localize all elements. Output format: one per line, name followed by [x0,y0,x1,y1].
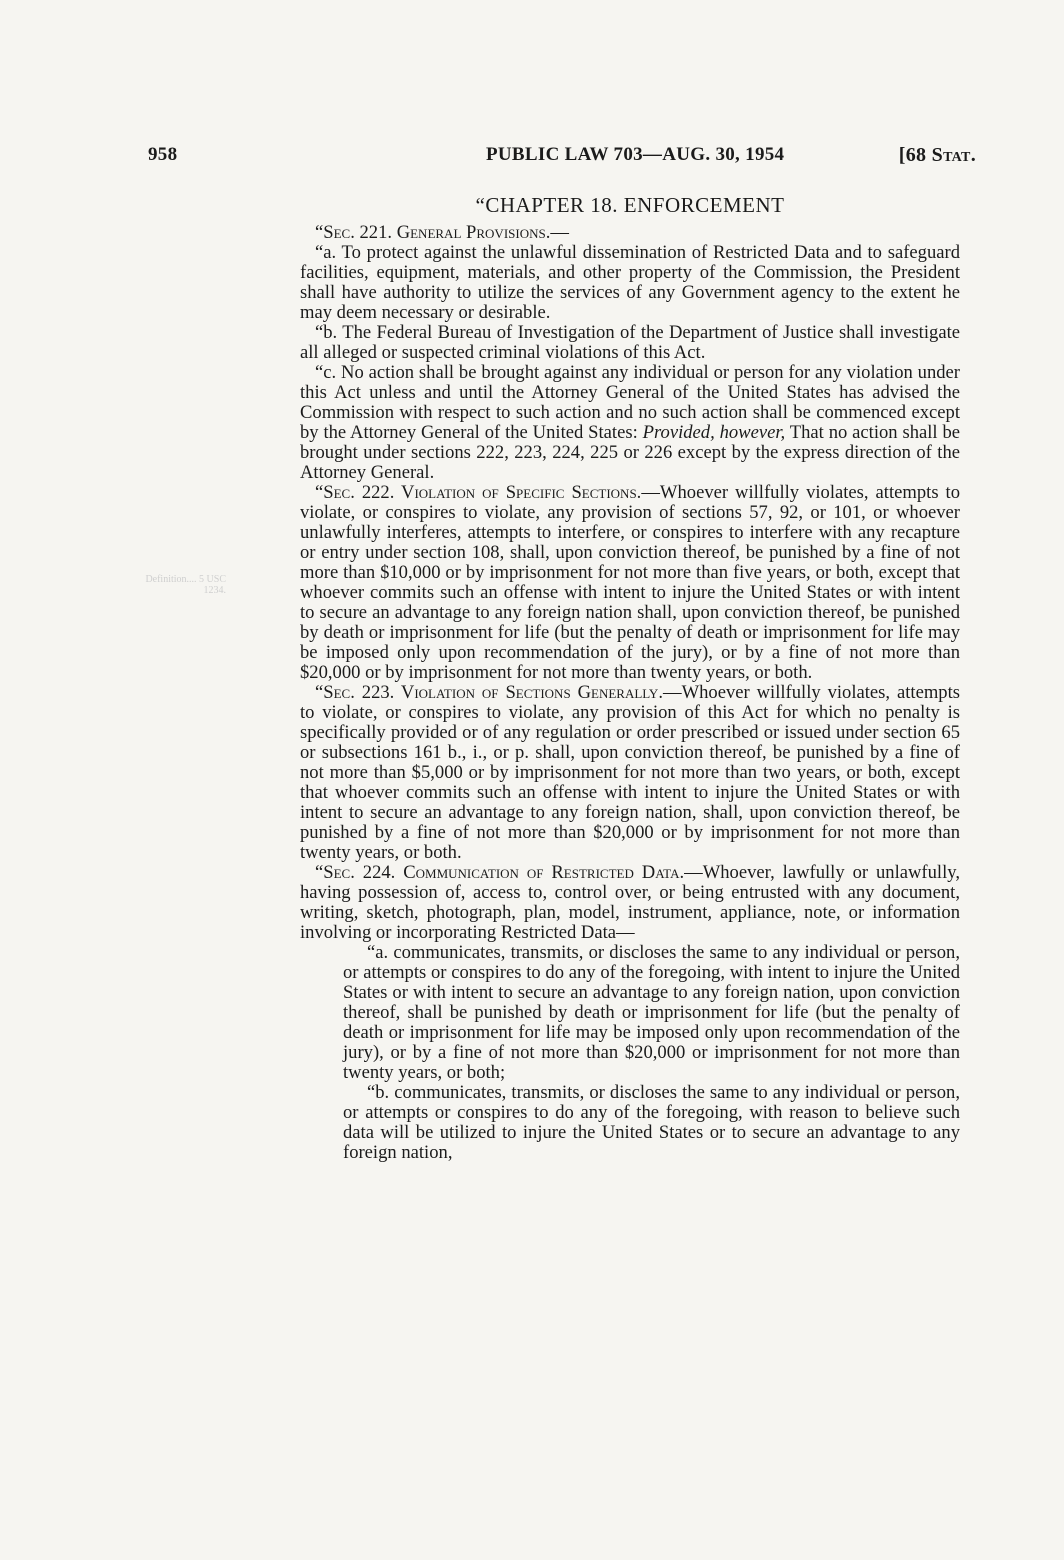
paragraph-text: Whoever willfully violates, attempts to violate, or conspires to violate, any provision of this Act for which no penalty is specifically provided or of any regulation or order prescribed or issued under section 65 or subsections 161 b., i., or p. shall, upon conviction thereof, be punished by a fine of not more than $5,000 or by imprisonment for not more than two years, or both, except that whoever commits such an offense with intent to injure the United States or with intent to secure an advantage to any foreign nation, shall, upon conviction thereof, be punished by a fine of not more than $20,000 or by imprisonment for not more than twenty years, or both. [300,682,960,863]
proviso-italic: Provided, however, [642,422,786,443]
paragraph-text: “b. The Federal Bureau of Investigation of the Department of Justice shall investigate all alleged or suspected criminal violations of this Act. [300,322,960,363]
paragraph-221-a [300,243,960,323]
paragraph-221-b [300,323,960,363]
section-heading: “Sec. 223. Violation of Sections Generally.— [315,682,682,703]
section-223 [300,683,960,863]
section-221-heading [300,223,960,243]
chapter-title: “CHAPTER 18. ENFORCEMENT [475,193,785,217]
subparagraph-224-b [343,1083,960,1163]
paragraph-text: Whoever willfully violates, attempts to violate, or conspires to violate, any provision of sections 57, 92, or 101, or whoever unlawfully interferes, attempts to interfere, or conspires to interfere with any recapture or entry under section 108, shall, upon conviction thereof, be punished by a fine of not more than $10,000 or by imprisonment for not more than five years, or both, except that whoever commits such an offense with intent to injure the United States or with intent to secure an advantage to any foreign nation shall, upon conviction thereof, be punished by death or imprisonment for life (but the penalty of death or imprisonment for life may be imposed only upon recommendation of the jury), or by a fine of not more than $20,000 or by imprisonment for not more than twenty years, or both. [300,482,961,683]
margin-note: Definition.... 5 USC 1234. [145,574,226,596]
section-224 [300,863,960,943]
page-number: 958 [148,144,178,165]
section-heading: “Sec. 222. Violation of Specific Sections.— [315,482,660,503]
paragraph-221-c [300,363,960,483]
section-heading: “Sec. 221. General Provisions.— [315,222,569,243]
paragraph-text: “a. To protect against the unlawful dissemination of Restricted Data and to safeguard facilities, equipment, materials, and other property of the Commission, the President shall have authority to utilize the services of any Government agency to the extent he may deem necessary or desirable. [300,242,960,323]
paragraph-text: “c. No action shall be brought against any individual or person for any violation under this Act unless and until the Attorney General of the United States has advised the Commission with respect to such action and no such action shall be commenced except by the Attorney General of the United States: [300,362,960,443]
subparagraph-text: “a. communicates, transmits, or discloses the same to any individual or person, or attempts or conspires to do any of the foregoing, with intent to injure the United States or with intent to secure an advantage to any foreign nation, upon conviction thereof, shall be punished by death or imprisonment for life (but the penalty of death or imprisonment for life may be imposed only upon recommendation of the jury), or by a fine of not more than $20,000 or imprisonment for not more than twenty years, or both; [343,942,960,1083]
statute-reference: [68 Stat. [898,144,976,166]
paragraph-text-continued: That no action shall be brought under sections 222, 223, 224, 225 or 226 except by the express direction of the Attorney General. [300,422,961,483]
paragraph-text: Whoever, lawfully or unlawfully, having possession of, access to, control over, or being entrusted with any document, writing, sketch, photograph, plan, model, instrument, appliance, note, or information involving or incorporating Restricted Data— [300,862,960,943]
section-heading: “Sec. 224. Communication of Restricted Data.— [315,862,703,883]
section-222 [300,483,960,683]
subparagraph-224-a [343,943,960,1083]
page-header [148,144,976,172]
subparagraph-text: “b. communicates, transmits, or discloses the same to any individual or person, or attempts or conspires to do any of the foregoing, with reason to believe such data will be utilized to injure the United States or to secure an advantage to any foreign nation, [343,1082,960,1163]
body-text [300,189,960,1163]
running-head: PUBLIC LAW 703—AUG. 30, 1954 [486,144,785,165]
